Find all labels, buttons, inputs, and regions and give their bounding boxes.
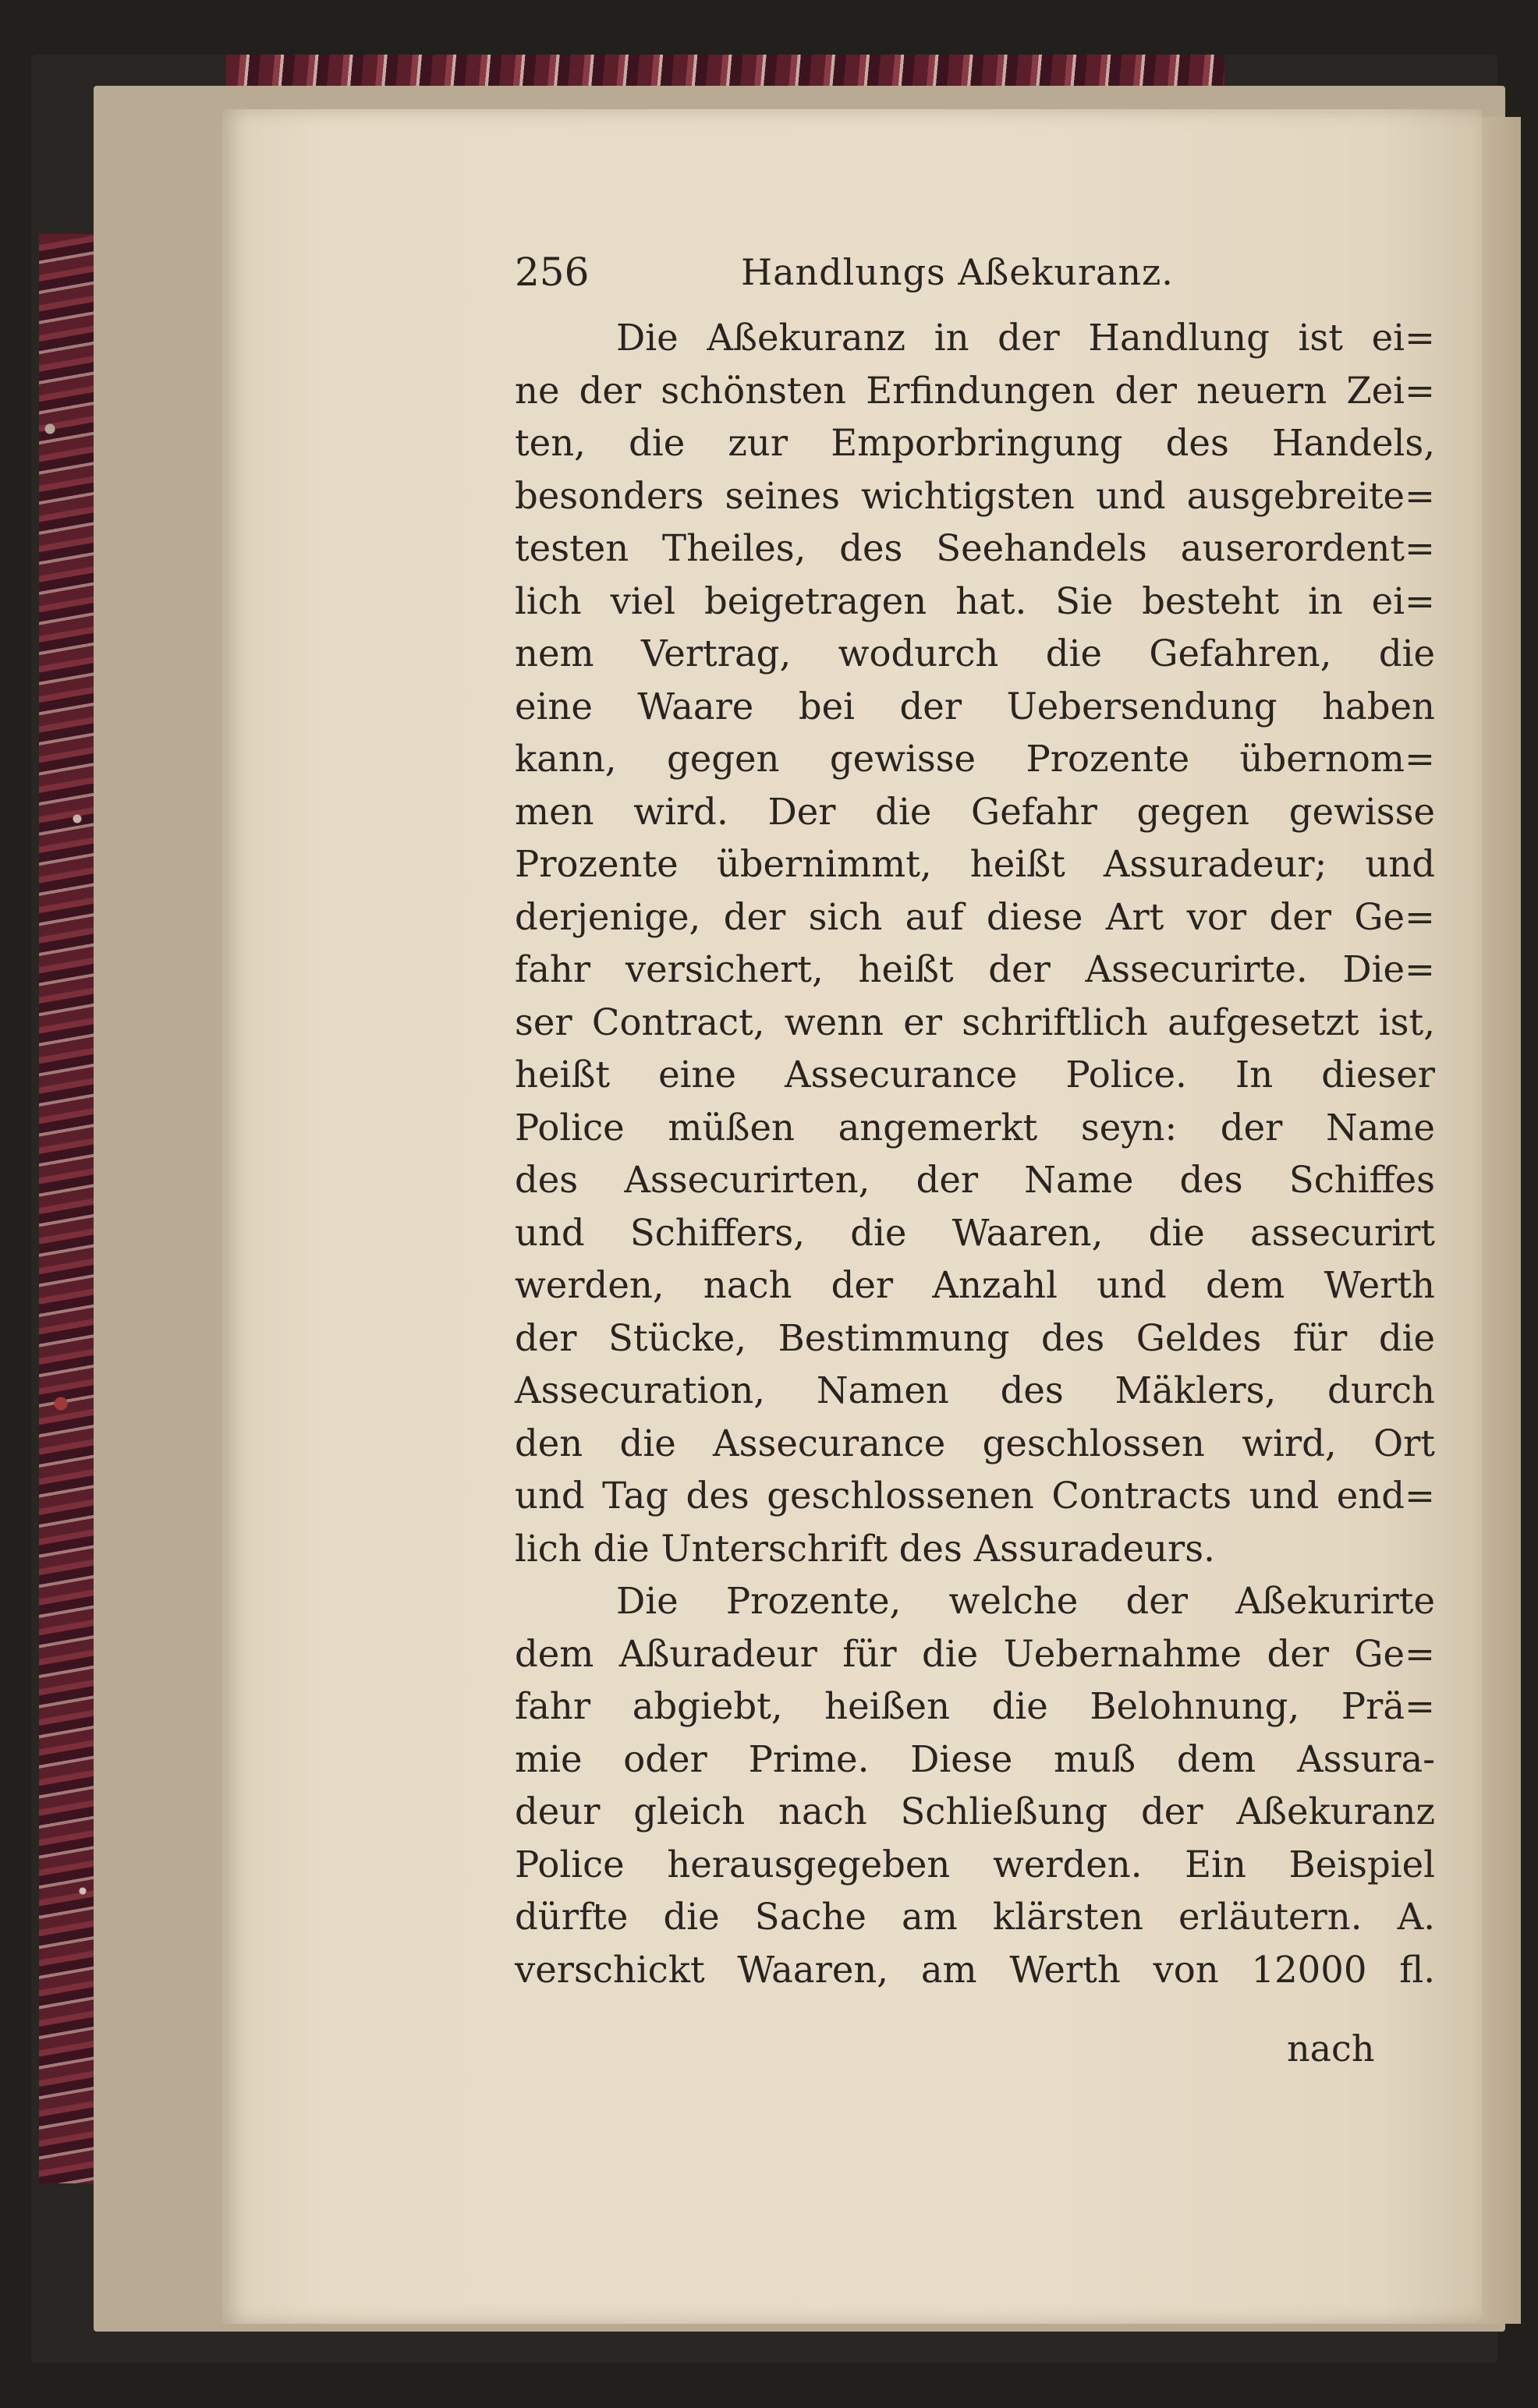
text-line: werden, nach der Anzahl und dem Werth (515, 1264, 1435, 1306)
text-line: Police müßen angemerkt seyn: der Name (515, 1106, 1435, 1149)
text-line: heißt eine Assecurance Police. In dieser (515, 1054, 1435, 1096)
text-line: den die Assecurance geschlossen wird, Ort (515, 1422, 1435, 1464)
text-line: Police herausgegeben werden. Ein Beispiel (515, 1843, 1435, 1886)
text-line: ser Contract, wenn er schriftlich aufgesetzt ist, (515, 1000, 1435, 1043)
text-line: fahr versichert, heißt der Assecurirte. Die= (515, 948, 1435, 990)
text-line: deur gleich nach Schließung der Aßekuranz (515, 1790, 1435, 1833)
text-line: ne der schönsten Erfindungen der neuern Zei= (515, 369, 1435, 412)
text-line: und Schiffers, die Waaren, die assecurirt (515, 1211, 1435, 1254)
text-line: kann, gegen gewisse Prozente übernom= (515, 738, 1435, 780)
text-line: fahr abgiebt, heißen die Belohnung, Prä= (515, 1685, 1435, 1727)
text-line: nem Vertrag, wodurch die Gefahren, die (515, 632, 1435, 675)
text-line: ten, die zur Emporbringung des Handels, (515, 422, 1435, 464)
text-line: Prozente übernimmt, heißt Assuradeur; und (515, 843, 1435, 885)
page-header (515, 250, 1435, 312)
text-line: besonders seines wichtigsten und ausgebreite= (515, 474, 1435, 517)
text-line: testen Theiles, des Seehandels auserordent= (515, 527, 1435, 569)
text-line: dürfte die Sache am klärsten erläutern. A. (515, 1896, 1435, 1938)
text-line: lich viel beigetragen hat. Sie besteht in ei= (515, 579, 1435, 622)
text-line: men wird. Der die Gefahr gegen gewisse (515, 790, 1435, 833)
running-title: Handlungs Aßekuranz. (741, 251, 1174, 293)
text-line: Assecuration, Namen des Mäklers, durch (515, 1369, 1435, 1411)
text-line: Die Prozente, welche der Aßekurirte (616, 1580, 1435, 1622)
catchword: nach (1287, 2027, 1375, 2070)
marbled-cover-spine (39, 234, 94, 2183)
text-line: mie oder Prime. Diese muß dem Assura- (515, 1737, 1435, 1780)
text-line: eine Waare bei der Uebersendung haben (515, 685, 1435, 728)
text-line: Die Aßekuranz in der Handlung ist ei= (616, 317, 1435, 359)
text-line: der Stücke, Bestimmung des Geldes für die (515, 1316, 1435, 1359)
text-line: lich die Unterschrift des Assuradeurs. (515, 1527, 1215, 1570)
text-line: verschickt Waaren, am Werth von 12000 fl. (515, 1948, 1435, 1991)
text-line: derjenige, der sich auf diese Art vor der Ge= (515, 895, 1435, 938)
text-line: dem Aßuradeur für die Uebernahme der Ge= (515, 1632, 1435, 1675)
page-number: 256 (515, 250, 590, 295)
page-text (515, 250, 1435, 1996)
text-line: und Tag des geschlossenen Contracts und end= (515, 1475, 1435, 1517)
text-line: des Assecurirten, der Name des Schiffes (515, 1159, 1435, 1201)
